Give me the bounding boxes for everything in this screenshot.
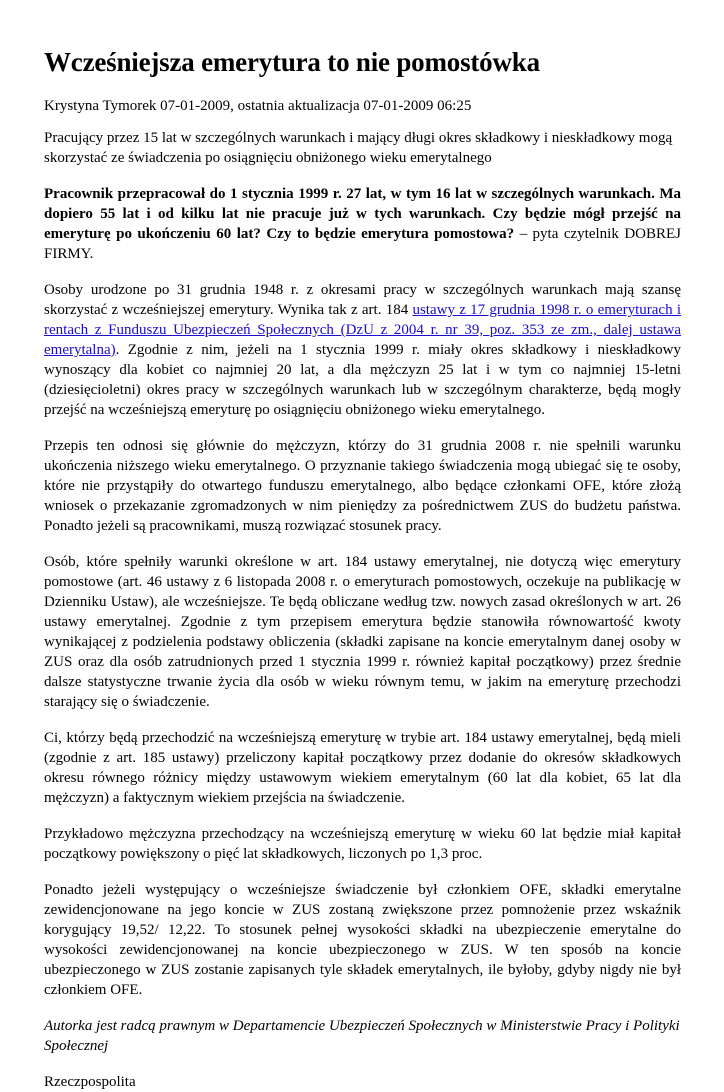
law-reference-link[interactable]: ustawy z 17 grudnia 1998 r. o emeryturach i rentach z Funduszu Ubezpieczeń Społecznych (DzU z 2004 r. nr 39, poz. 353 ze zm., dalej ustawa emerytalna) [44, 302, 681, 358]
article [44, 40, 681, 1092]
paragraph-1-end: . Zgodnie z nim, jeżeli na 1 stycznia 1999 r. miały okres składkowy i nieskładkowy wynoszący dla kobiet co najmniej 20 lat, a dla mężczyzn 25 lat i w tym co najmniej 15-letni (dziesięcioletni) okres pracy w szczególnych warunkach lub w szczególnym charakterze, będą mogły przejść na wcześniejszą emeryturę po osiągnięciu obniżonego wieku emerytalnego. [44, 342, 681, 418]
paragraph-5: Przykładowo mężczyzna przechodzący na wcześniejszą emeryturę w wieku 60 lat będzie miał kapitał początkowy powiększony o pięć lat składkowych, liczonych po 1,3 proc. [44, 826, 681, 862]
reader-question [44, 184, 681, 264]
reader-question-attribution: – pyta czytelnik DOBREJ FIRMY. [44, 226, 681, 262]
author-note: Autorka jest radcą prawnym w Departamencie Ubezpieczeń Społecznych w Ministerstwie Pracy i Polityki Społecznej [44, 1018, 680, 1054]
article-byline: Krystyna Tymorek 07-01-2009, ostatnia aktualizacja 07-01-2009 06:25 [44, 98, 472, 114]
paragraph-1 [44, 280, 681, 420]
paragraph-4: Ci, którzy będą przechodzić na wcześniejszą emeryturę w trybie art. 184 ustawy emerytalnej, będą mieli (zgodnie z art. 185 ustawy) przeliczony kapitał początkowy przez dodanie do okresów składkowych okresu równego różnicy między ustawowym wiekiem emerytalnym (60 lat dla kobiet, 65 lat dla mężczyzn) a faktycznym wiekiem przejścia na świadczenie. [44, 730, 681, 806]
article-title: Wcześniejsza emerytura to nie pomostówka [44, 47, 540, 77]
paragraph-1-start: Osoby urodzone po 31 grudnia 1948 r. z okresami pracy w szczególnych warunkach mają szansę skorzystać z wcześniejszej emerytury. Wynika tak z art. 184 [44, 282, 681, 318]
paragraph-2: Przepis ten odnosi się głównie do mężczyzn, którzy do 31 grudnia 2008 r. nie spełnili warunku ukończenia niższego wieku emerytalnego. O przyznanie takiego świadczenia mogą ubiegać się te osoby, które nie przystąpiły do otwartego funduszu emerytalnego, albo będące członkami OFE, które złożą wniosek o przekazanie zgromadzonych w nim pieniędzy za pośrednictwem ZUS do budżetu państwa. Ponadto jeżeli są pracownikami, muszą rozwiązać stosunek pracy. [44, 438, 681, 534]
article-lead: Pracujący przez 15 lat w szczególnych warunkach i mający długi okres składkowy i nieskładkowy mogą skorzystać ze świadczenia po osiągnięciu obniżonego wieku emerytalnego [44, 130, 673, 166]
paragraph-3: Osób, które spełniły warunki określone w art. 184 ustawy emerytalnej, nie dotyczą więc emerytury pomostowe (art. 46 ustawy z 6 listopada 2008 r. o emeryturach pomostowych, oczekuje na publikację w Dzienniku Ustaw), ale wcześniejsze. Te będą obliczane według tzw. nowych zasad określonych w art. 26 ustawy emerytalnej. Zgodnie z tym przepisem emerytura będzie stanowiła równowartość kwoty wynikającej z podzielenia podstawy obliczenia (składki zapisane na koncie emerytalnym danej osoby w ZUS oraz dla osób zatrudnionych przed 1 stycznia 1999 r. również kapitał początkowy) przez średnie dalsze statystyczne trwanie życia dla osób w wieku równym temu, w jakim na emeryturę przechodzi starający się o świadczenie. [44, 554, 681, 710]
reader-question-text: Pracownik przepracował do 1 stycznia 1999 r. 27 lat, w tym 16 lat w szczególnych warunkach. Ma dopiero 55 lat i od kilku lat nie pracuje już w tych warunkach. Czy będzie mógł przejść na emeryturę po ukończeniu 60 lat? Czy to będzie emerytura pomostowa? [44, 186, 681, 242]
paragraph-6: Ponadto jeżeli występujący o wcześniejsze świadczenie był członkiem OFE, składki emerytalne zewidencjonowane na jego koncie w ZUS zostaną zwiększone przez pomnożenie przez wskaźnik korygujący 19,52/ 12,22. To stosunek pełnej wysokości składki na ubezpieczenie emerytalne do wysokości zewidencjonowanej na koncie ubezpieczonego w ZUS. W ten sposób na koncie ubezpieczonego w ZUS zostanie zapisanych tyle składek emerytalnych, ile byłoby, gdyby nigdy nie był członkiem OFE. [44, 882, 681, 998]
article-source: Rzeczpospolita [44, 1074, 136, 1090]
